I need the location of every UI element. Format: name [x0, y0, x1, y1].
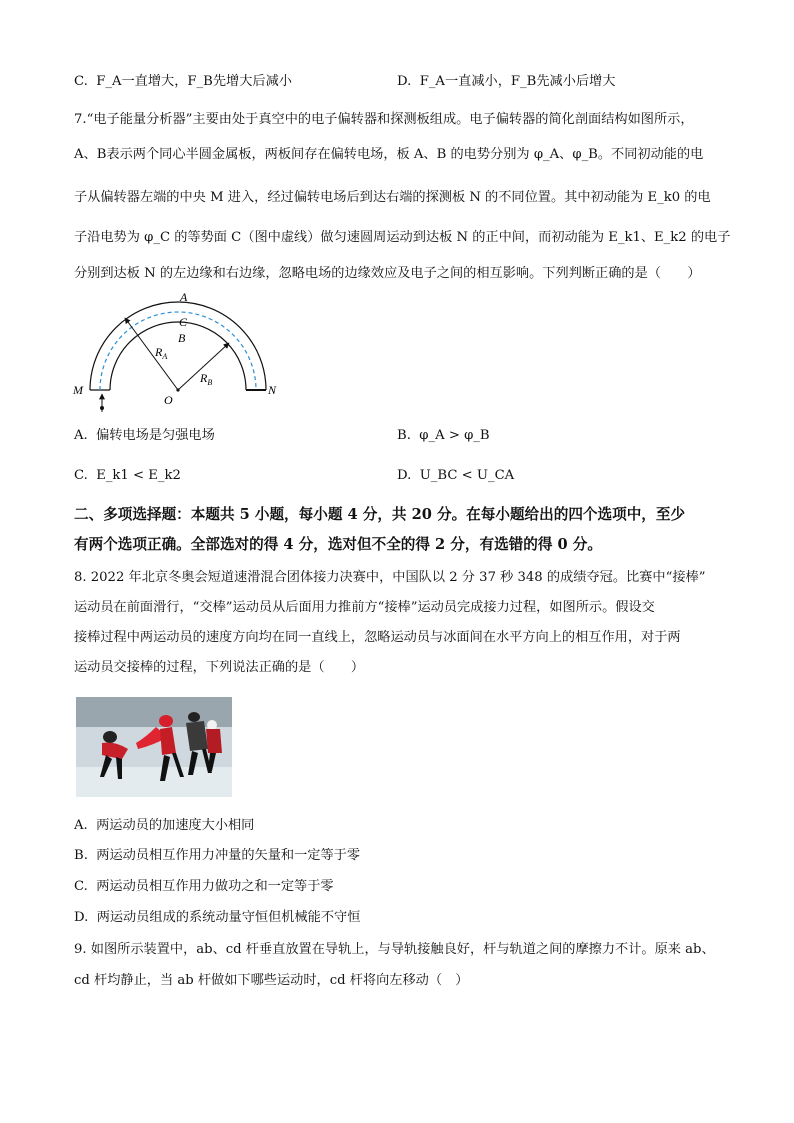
q6-option-d-text: F_A一直减小，F_B先减小后增大 [419, 74, 616, 89]
q8-option-b: B. 两运动员相互作用力冲量的矢量和一定等于零 [74, 848, 361, 863]
label-o: O [164, 393, 173, 407]
q8-stem-line-4: 运动员交接棒的过程，下列说法正确的是（ ） [74, 660, 365, 675]
q8-option-a: A. 两运动员的加速度大小相同 [74, 818, 255, 833]
q8-option-c: C. 两运动员相互作用力做功之和一定等于零 [74, 879, 334, 894]
q8-stem-line-3: 接棒过程中两运动员的速度方向均在同一直线上，忽略运动员与冰面间在水平方向上的相互作用，对于两 [74, 630, 681, 645]
q7-stem-line-5: 分别到达板 N 的左边缘和右边缘，忽略电场的边缘效应及电子之间的相互影响。下列判断正确的是（ ） [74, 266, 701, 281]
radius-ra [125, 318, 178, 390]
electron-dot [100, 406, 104, 410]
q7-stem-line-2: A、B表示两个同心半圆金属板，两板间存在偏转电场，板 A、B 的电势分别为 φ_A、φ_B。不同初动能的电 [74, 147, 704, 162]
label-ra: $R_A$ [155, 345, 168, 361]
q7-option-d: D. U_BC < U_CA [397, 468, 515, 483]
q8-stem-line-1: 8. 2022 年北京冬奥会短道速滑混合团体接力决赛中，中国队以 2 分 37 秒 348 的成绩夺冠。比赛中“接棒” [74, 570, 706, 585]
section2-heading-line-1: 二、多项选择题：本题共 5 小题，每小题 4 分，共 20 分。在每小题给出的四个选项中，至少 [74, 506, 686, 523]
q7-deflector-figure [70, 290, 290, 414]
q7-option-c: C. E_k1 < E_k2 [74, 468, 181, 483]
q9-stem-line-1: 9. 如图所示装置中，ab、cd 杆垂直放置在导轨上，与导轨接触良好，杆与轨道之间的摩擦力不计。原来 ab、 [74, 942, 715, 957]
label-n: N [268, 383, 277, 397]
q8-stem-line-2: 运动员在前面滑行，“交棒”运动员从后面用力推前方“接棒”运动员完成接力过程，如图所示。假设交 [74, 600, 655, 615]
q7-stem-line-4: 子沿电势为 φ_C 的等势面 C（图中虚线）做匀速圆周运动到达板 N 的正中间，而初动能为 E_k1、E_k2 的电子 [74, 230, 731, 245]
q7-stem-line-1: 7.“电子能量分析器”主要由处于真空中的电子偏转器和探测板组成。电子偏转器的简化剖面结构如图所示， [74, 112, 694, 127]
label-m: M [73, 383, 83, 397]
q7-stem-line-3: 子从偏转器左端的中央 M 进入，经过偏转电场后到达右端的探测板 N 的不同位置。其中初动能为 E_k0 的电 [74, 190, 711, 205]
label-b: B [178, 331, 186, 345]
label-rb: $R_B$ [200, 371, 213, 387]
q8-relay-photo [76, 697, 232, 797]
q8-option-d: D. 两运动员组成的系统动量守恒但机械能不守恒 [74, 910, 361, 925]
q6-option-c: C. F_A一直增大，F_B先增大后减小 [74, 74, 292, 89]
equipotential-c [100, 312, 256, 390]
plate-a [90, 302, 266, 390]
q9-stem-line-2: cd 杆均静止，当 ab 杆做如下哪些运动时，cd 杆将向左移动（ ） [74, 973, 469, 988]
label-a: A [180, 290, 188, 304]
q6-option-d: D. F_A一直减小，F_B先减小后增大 [397, 74, 616, 89]
label-c: C [179, 315, 188, 329]
q7-option-b: B. φ_A > φ_B [397, 428, 490, 443]
section2-heading-line-2: 有两个选项正确。全部选对的得 4 分，选对但不全的得 2 分，有选错的得 0 分。 [74, 536, 602, 553]
q6-option-c-text: F_A一直增大，F_B先增大后减小 [96, 74, 292, 89]
center-o-dot [176, 388, 179, 391]
q7-option-a: A. 偏转电场是匀强电场 [74, 428, 215, 443]
